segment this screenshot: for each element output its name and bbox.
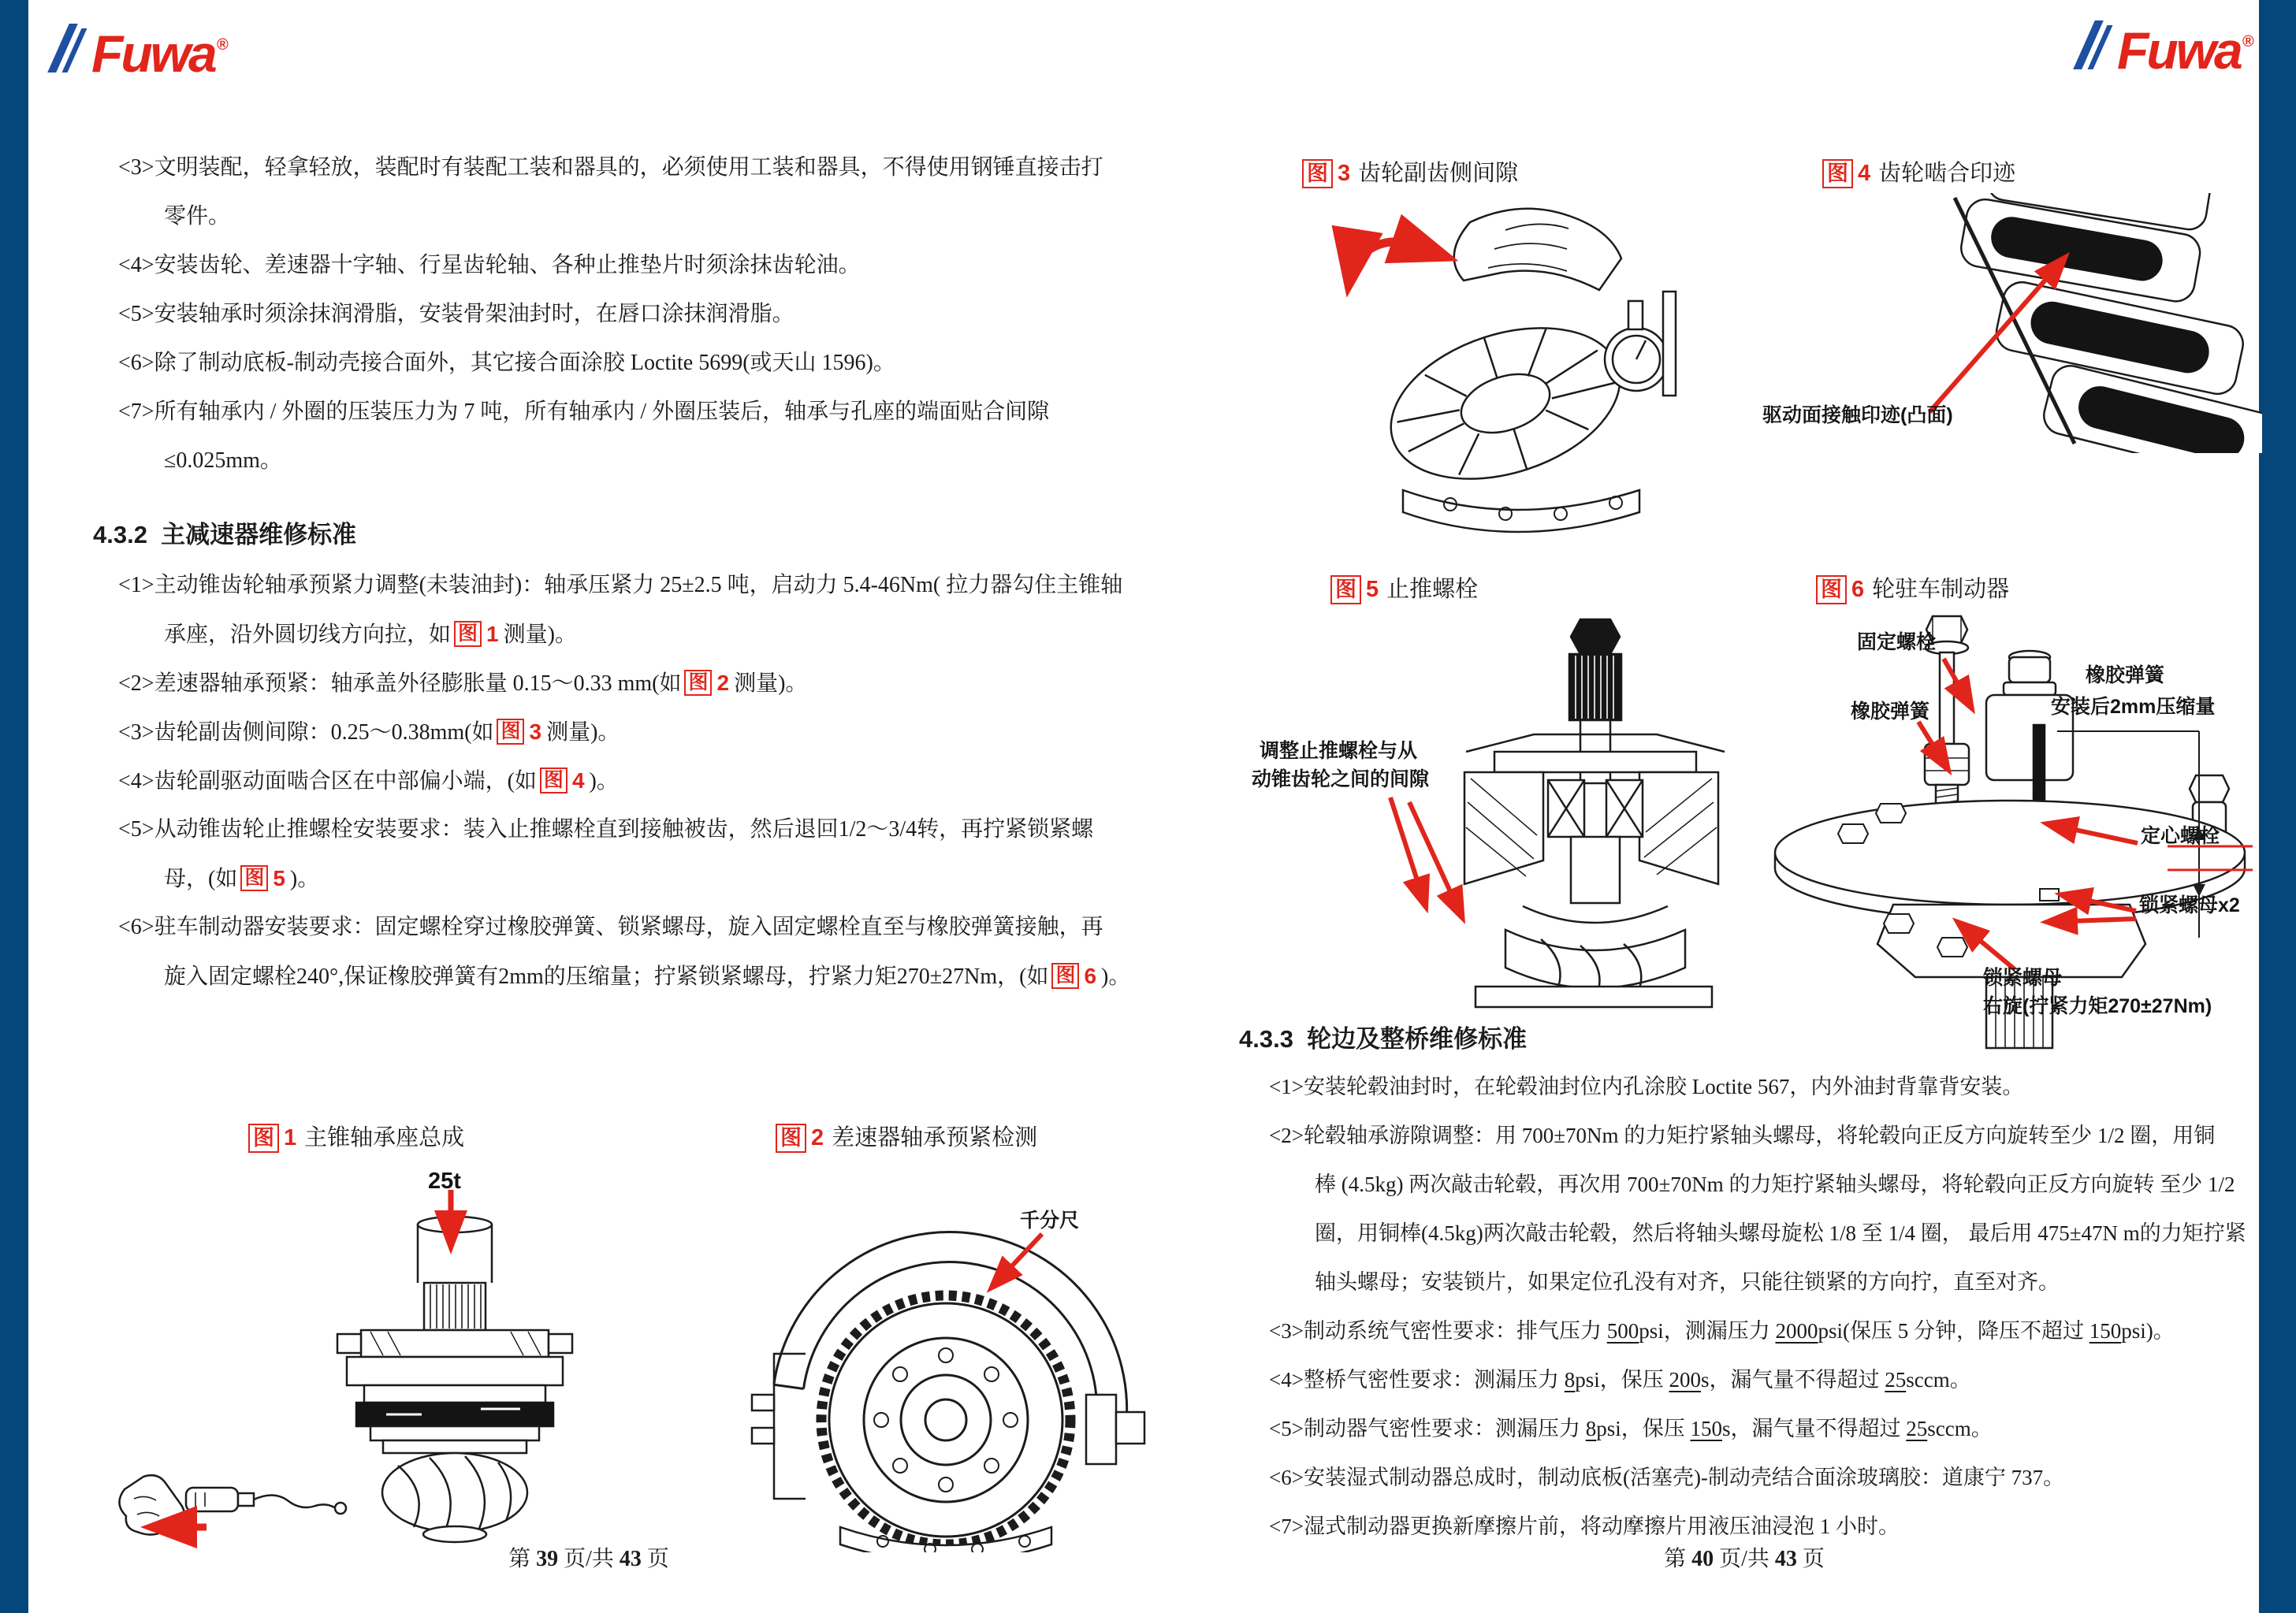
text-line: 第 39 页/共 43 页 — [508, 1547, 669, 1571]
figure-number: 5 — [1366, 577, 1379, 602]
registered-mark: ® — [2242, 33, 2254, 50]
figure5-adjust-label-line1: 调整止推螺栓与从 — [1260, 740, 1418, 762]
figure1-force-label: 25t — [428, 1169, 461, 1194]
fuwa-logo-left — [57, 20, 229, 83]
section-4-3-3-heading: 4.3.3 轮边及整桥维修标准 — [1239, 1025, 1528, 1053]
text-line: 承座，沿外圆切线方向拉，如 图 1 测量)。 — [164, 622, 577, 647]
text-line: 轴头螺母；安装锁片，如果定位孔没有对齐，只能往锁紧的方向拧，直至对齐。 — [1315, 1270, 2060, 1294]
figure2-caption — [776, 1121, 1037, 1155]
figure5-adjust-label-line2: 动锥齿轮之间的间隙 — [1252, 768, 1430, 790]
text-line: 母，(如 图 5 )。 — [164, 866, 320, 891]
text-line: 零件。 — [164, 204, 231, 229]
figure-ref-icon: 图 — [776, 1124, 806, 1153]
figure-title: 差速器轴承预紧检测 — [832, 1125, 1038, 1150]
figure-ref-icon: 图 — [1822, 159, 1853, 188]
logo-wordmark: Fuwa ® — [2117, 21, 2254, 80]
text-line: <6>驻车制动器安装要求：固定螺栓穿过橡胶弹簧、锁紧螺母，旋入固定螺栓直至与橡胶弹簧接触，再 — [118, 915, 1103, 939]
logo-wordmark: Fuwa ® — [91, 24, 229, 83]
figure4-caption — [1822, 156, 2015, 191]
figure6-compression-label: 安装后2mm压缩量 — [2051, 696, 2216, 718]
section-4-3-2-heading: 4.3.2 主减速器维修标准 — [93, 521, 357, 548]
figure6-rubber-spring-right-label: 橡胶弹簧 — [2086, 664, 2165, 686]
text-line: <5>安装轴承时须涂抹润滑脂，安装骨架油封时，在唇口涂抹润滑脂。 — [118, 302, 794, 326]
text-line: <5>从动锥齿轮止推螺栓安装要求：装入止推螺栓直到接触被齿，然后退回1/2～3/4转，再拧紧锁紧螺 — [118, 817, 1094, 842]
right-page-footer — [1575, 1535, 1914, 1584]
figure-number: 4 — [1858, 161, 1871, 186]
figure4-contact-label: 驱动面接触印迹(凸面) — [1762, 404, 1953, 426]
figure1-caption — [248, 1121, 464, 1155]
text-line: 第 40 页/共 43 页 — [1664, 1547, 1825, 1571]
text-line: <2>差速器轴承预紧：轴承盖外径膨胀量 0.15～0.33 mm(如 图 2 测量)。 — [118, 671, 808, 696]
text-line: <1>主动锥齿轮轴承预紧力调整(未装油封)：轴承压紧力 25±2.5 吨，启动力 5.4-46Nm( 拉力器勾住主锥轴 — [118, 573, 1123, 597]
text-line: <3>齿轮副齿侧间隙：0.25～0.38mm(如 图 3 测量)。 — [118, 719, 620, 745]
figure-ref-icon: 图 — [1816, 575, 1847, 604]
figure-title: 止推螺栓 — [1386, 577, 1479, 602]
figure-number: 1 — [284, 1125, 297, 1150]
registered-mark: ® — [216, 36, 229, 54]
left-page-top-paragraphs — [118, 143, 1103, 485]
figure2-drawing-diff-preload-check — [686, 1158, 1206, 1552]
text-line: <4>整桥气密性要求：测漏压力 8psi，保压 200s，漏气量不得超过 25sccm。 — [1269, 1368, 1971, 1392]
figure-number: 3 — [1338, 161, 1351, 186]
figure-title: 齿轮啮合印迹 — [1878, 161, 2016, 186]
figure6-centering-bolt-label: 定心螺栓 — [2141, 825, 2220, 847]
text-line: <4>齿轮副驱动面啮合区在中部偏小端，(如 图 4 )。 — [118, 768, 619, 793]
text-line: <6>除了制动底板-制动壳接合面外，其它接合面涂胶 Loctite 5699(或天山 1596)。 — [118, 351, 895, 375]
logo-stripes-icon — [2082, 20, 2109, 69]
text-line: <3>文明装配，轻拿轻放，装配时有装配工装和器具的，必须使用工装和器具，不得使用钢锤直接击打 — [118, 155, 1103, 180]
left-edge-bar — [0, 0, 28, 1613]
text-line: <6>安装湿式制动器总成时，制动底板(活塞壳)-制动壳结合面涂玻璃胶：道康宁 737。 — [1269, 1466, 2065, 1489]
text-line: <7>所有轴承内 / 外圈的压装压力为 7 吨，所有轴承内 / 外圈压装后，轴承与孔座的端面贴合间隙 — [118, 400, 1050, 424]
text-line: 棒 (4.5kg) 两次敲击轮毂，再次用 700±70Nm 的力矩拧紧轴头螺母，将轮毂向正反方向旋转 至少 1/2 — [1315, 1173, 2235, 1196]
figure6-lock-nut-label: 锁紧螺母 — [1983, 967, 2063, 989]
text-line: <7>湿式制动器更换新摩擦片前，将动摩擦片用液压油浸泡 1 小时。 — [1269, 1515, 1900, 1538]
figure-ref-icon: 图 — [1302, 159, 1333, 188]
figure-ref-icon: 图 — [248, 1124, 279, 1153]
figure-number: 2 — [811, 1125, 824, 1150]
logo-stripes-icon — [57, 24, 84, 72]
fuwa-logo-right — [2082, 17, 2254, 80]
text-line: ≤0.025mm。 — [164, 448, 282, 473]
figure3-caption — [1302, 156, 1518, 191]
figure-title: 主锥轴承座总成 — [304, 1125, 465, 1150]
figure6-rubber-spring-left-label: 橡胶弹簧 — [1851, 701, 1930, 723]
figure6-lock-nut-direction-label: 右旋(拧紧力矩270±27Nm) — [1983, 995, 2212, 1017]
figure2-micrometer-label: 千分尺 — [1020, 1210, 1080, 1232]
figure-title: 轮驻车制动器 — [1872, 577, 2010, 602]
figure1-drawing-pinion-bearing-seat — [110, 1158, 646, 1552]
text-line: <3>制动系统气密性要求：排气压力 500psi，测漏压力 2000psi(保压 5 分钟，降压不超过 150psi)。 — [1269, 1319, 2175, 1343]
text-line: 圈，用铜棒(4.5kg)两次敲击轮毂，然后将轴头螺母旋松 1/8 至 1/4 圈， 最后用 475±47N m的力矩拧紧 — [1315, 1221, 2246, 1245]
figure6-lock-nut-x2-label: 锁紧螺母x2 — [2139, 894, 2240, 916]
figure6-caption — [1816, 572, 2009, 607]
figure-ref-icon: 图 — [1330, 575, 1361, 604]
text-line: <1>安装轮毂油封时，在轮毂油封位内孔涂胶 Loctite 567，内外油封背靠背安装。 — [1269, 1075, 2024, 1098]
text-line: <2>轮毂轴承游隙调整：用 700±70Nm 的力矩拧紧轴头螺母，将轮毂向正反方向旋转至少 1/2 圈，用铜 — [1269, 1124, 2216, 1147]
text-line: <5>制动器气密性要求：测漏压力 8psi，保压 150s，漏气量不得超过 25sccm。 — [1269, 1417, 1993, 1440]
left-page-mid-paragraphs — [118, 561, 1130, 1001]
text-line: 旋入固定螺栓240°,保证橡胶弹簧有2mm的压缩量；拧紧锁紧螺母，拧紧力矩270±27Nm，(如 图 6 )。 — [164, 964, 1131, 989]
figure3-drawing-gear-backlash — [1308, 189, 1718, 536]
figure-number: 6 — [1851, 577, 1865, 602]
figure6-fixing-bolt-label: 固定螺栓 — [1857, 631, 1937, 653]
text-line: <4>安装齿轮、差速器十字轴、行星齿轮轴、各种止推垫片时须涂抹齿轮油。 — [118, 253, 861, 277]
right-page-paragraphs — [1269, 1062, 2246, 1551]
figure-title: 齿轮副齿侧间隙 — [1358, 161, 1519, 186]
